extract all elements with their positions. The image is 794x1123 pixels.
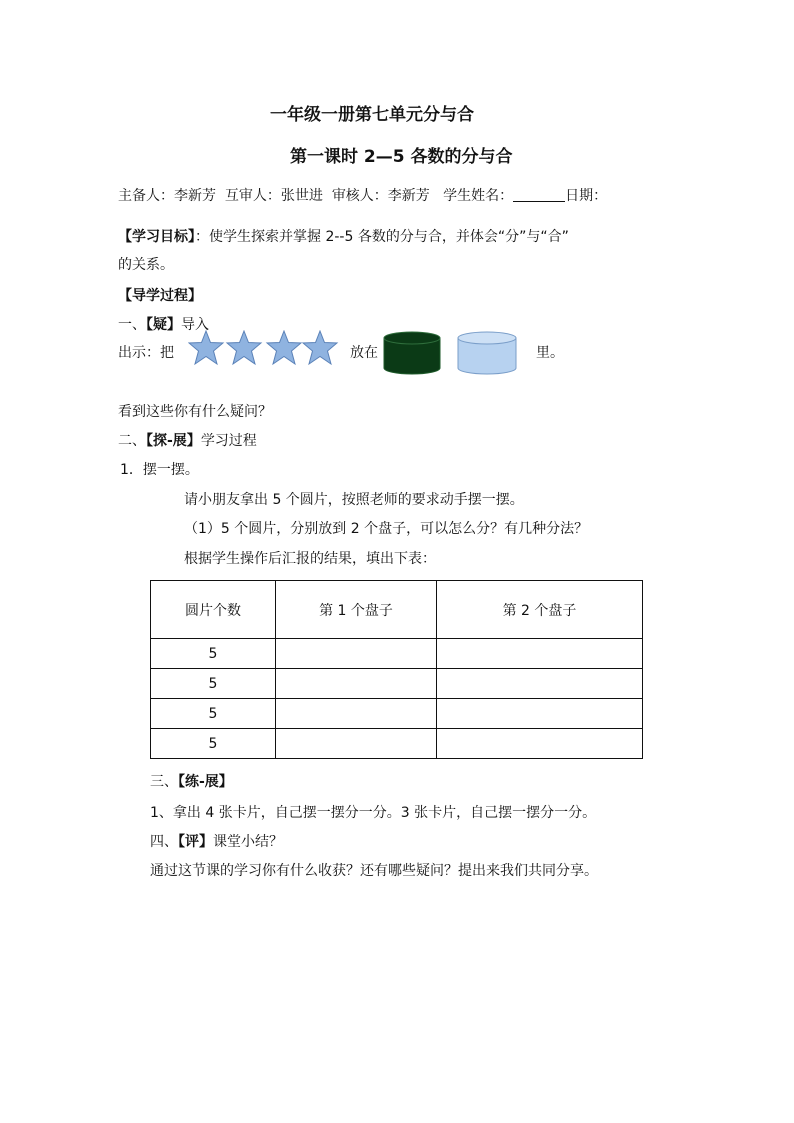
section1-prefix: 一、 [118,317,146,333]
process-label: 【导学过程】 [118,288,202,304]
section3-heading [150,771,233,791]
table-cell: 5 [151,639,276,669]
goal-line2: 的关系。 [118,257,174,273]
section2-name: 学习过程 [200,433,257,449]
section3-prefix: 三、 [150,774,178,790]
table-header-cell: 圆片个数 [151,581,276,639]
table-header-row [151,581,643,639]
show-label: 出示：把 [118,345,174,361]
table-cell-blank[interactable] [276,729,437,759]
table-cell: 5 [151,699,276,729]
section4-name: 课堂小结？ [213,834,283,850]
goal-line1 [118,226,569,246]
table-row [151,669,643,699]
table-row [151,729,643,759]
put-in-label: 放在 [350,345,378,361]
page-title: 一年级一册第七单元分与合 [270,105,474,125]
student-name-label: 学生姓名： [443,188,514,204]
table-header-cell: 第 1 个盘子 [276,581,437,639]
star-icon [303,331,337,364]
prepare-label: 主备人：李新芳 [118,188,216,204]
light-box-icon [456,330,518,376]
table-cell-blank[interactable] [437,669,643,699]
star-icon [189,331,223,364]
section3-text: 1、拿出 4 张卡片，自己摆一摆分一分。3 张卡片，自己摆一摆分一分。 [150,805,597,821]
table-cell-blank[interactable] [276,699,437,729]
table-cell: 5 [151,669,276,699]
section4-tag: 【评】 [178,834,213,850]
student-name-blank [513,187,565,202]
table-row [151,639,643,669]
section3-tag: 【练-展】 [178,774,233,790]
table-cell-blank[interactable] [437,639,643,669]
stars-figure [188,330,340,366]
date-label: 日期： [565,188,608,204]
star-icon [267,331,301,364]
split-table [150,580,643,759]
table-row [151,699,643,729]
table-cell-blank[interactable] [437,729,643,759]
dark-box-icon [382,330,442,376]
question1-text: （1）5 个圆片，分别放到 2 个盘子，可以怎么分？有几种分法？ [184,521,589,537]
inside-label: 里。 [536,345,564,361]
audit-label: 审核人：李新芳 [331,188,430,204]
section2-heading [118,430,257,450]
section4-text: 通过这节课的学习你有什么收获？还有哪些疑问？提出来我们共同分享。 [150,863,598,879]
section2-prefix: 二、 [118,433,146,449]
table-cell-blank[interactable] [437,699,643,729]
goal-label: 【学习目标】 [118,229,195,245]
review-label: 互审人：张世进 [224,188,323,204]
section4-heading [150,831,283,851]
section4-prefix: 四、 [150,834,178,850]
table-cell-blank[interactable] [276,669,437,699]
section1-tag: 【疑】 [146,317,181,333]
goal-text: ：使学生探索并掌握 2--5 各数的分与合，并体会“分”与“合” [195,229,569,245]
step1-label: 1．摆一摆。 [120,462,199,478]
table-cell: 5 [151,729,276,759]
section2-tag: 【探-展】 [146,433,201,449]
fill-prompt: 根据学生操作后汇报的结果，填出下表： [184,551,436,567]
section1-name: 导入 [181,317,209,333]
author-line [118,185,607,205]
table-header-cell: 第 2 个盘子 [437,581,643,639]
star-icon [227,331,261,364]
section1-question: 看到这些你有什么疑问？ [118,404,272,420]
instruction-text: 请小朋友拿出 5 个圆片，按照老师的要求动手摆一摆。 [184,492,524,508]
page-subtitle: 第一课时 2—5 各数的分与合 [290,147,513,167]
table-cell-blank[interactable] [276,639,437,669]
